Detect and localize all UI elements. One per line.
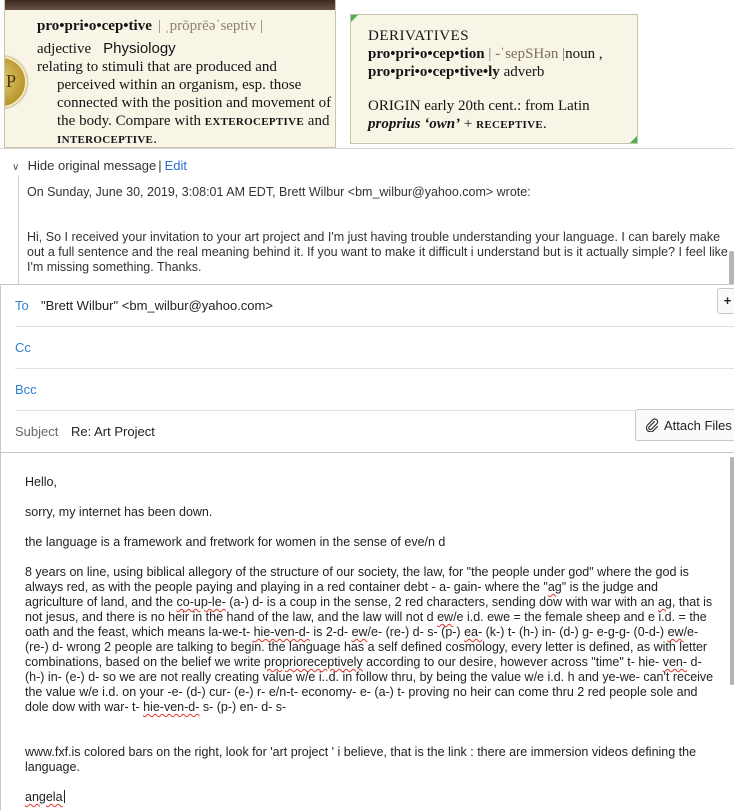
derivative-word: pro•pri•o•cep•tive•ly bbox=[368, 64, 500, 80]
body-text-segment: , that is not jesus, and there is no heir in the hand of the law, and the law will not d bbox=[25, 595, 713, 624]
body-text-segment: is 2-d- bbox=[309, 625, 352, 639]
paperclip-icon bbox=[645, 418, 659, 432]
definition-end: . bbox=[153, 131, 157, 147]
body-paragraph bbox=[25, 565, 715, 715]
message-body-editor[interactable] bbox=[1, 452, 734, 810]
to-recipient[interactable]: "Brett Wilbur" <bm_wilbur@yahoo.com> bbox=[41, 298, 273, 313]
scrollbar-thumb[interactable] bbox=[730, 457, 734, 685]
dictionary-panel bbox=[0, 0, 734, 148]
misspelled-word: ven- bbox=[662, 655, 688, 669]
body-text-segment: /e- (re-) d- wrong 2 people are talking to begin. the language has a self defined cosmology, every letter is defined, as with letter combinations, based on the belief we write bbox=[25, 625, 708, 669]
quoted-message bbox=[18, 175, 734, 285]
misspelled-word: ew bbox=[351, 625, 368, 639]
scrollbar-thumb[interactable] bbox=[729, 251, 734, 285]
origin-label: ORIGIN bbox=[368, 98, 421, 114]
text-cursor bbox=[64, 790, 65, 803]
compare-link-exteroceptive[interactable]: exteroceptive bbox=[204, 113, 305, 129]
derivative-pos: noun , bbox=[565, 46, 603, 62]
badge-letter: P bbox=[5, 71, 16, 91]
derivatives-title: DERIVATIVES bbox=[368, 28, 470, 44]
subject-label: Subject bbox=[15, 424, 59, 439]
attach-files-label: Attach Files bbox=[664, 418, 732, 433]
to-field[interactable] bbox=[15, 285, 734, 327]
body-text-segment: /e- (re-) d- s- (p-) bbox=[367, 625, 465, 639]
origin-latin: proprius ‘own’ bbox=[368, 116, 461, 132]
dictionary-badge-icon bbox=[4, 56, 27, 108]
origin-description: early 20th cent.: from Latin bbox=[420, 98, 590, 114]
origin-plus: + bbox=[460, 116, 477, 132]
to-label: To bbox=[15, 298, 29, 313]
derivative-pronunciation: | -ˈsepSHən | bbox=[484, 46, 566, 62]
origin-end: . bbox=[542, 116, 547, 132]
card-gap bbox=[336, 0, 350, 148]
misspelled-word: ea- bbox=[464, 625, 483, 639]
dictionary-entry-card bbox=[4, 0, 336, 148]
original-message-section bbox=[0, 148, 734, 284]
misspelled-word: ag bbox=[657, 595, 672, 609]
body-text-segment: (a-) d- is a coup in the sense, 2 red characters, sending dow with war with an bbox=[225, 595, 658, 609]
pronunciation: | ˌprōprēəˈseptiv | bbox=[157, 18, 264, 34]
toggle-separator: | bbox=[158, 158, 162, 173]
resize-corner-icon[interactable] bbox=[351, 15, 358, 22]
resize-corner-icon[interactable] bbox=[630, 136, 637, 143]
body-text-segment: d- (h-) in- (e-) d- so we are not really creating value w/e i..d. in follow thru, by being the value w/e i.d. h and ye-we- can't receive the value w/e i.d. on your -e- (d-) cur- (e-) r- e/n-t- economy- e- (a-) t- proving no heir can come thru 2 red people sole and dole dow with war- t- bbox=[25, 655, 714, 714]
derivative-item bbox=[368, 45, 603, 63]
misspelled-word: ew bbox=[667, 625, 684, 639]
derivative-item bbox=[368, 63, 544, 81]
compare-link-interoceptive[interactable]: interoceptive bbox=[57, 131, 154, 147]
subject-field[interactable] bbox=[15, 411, 734, 453]
signature-text: angela bbox=[25, 790, 63, 804]
bcc-field[interactable] bbox=[15, 369, 734, 411]
quote-body: Hi, So I received your invitation to your art project and I'm just having trouble understanding your language. I can barely make out a full sentence and the real meaning behind it. If you want to make it difficult i understand but is it actually simple? I feel like I'm missing something. Thanks. bbox=[27, 230, 728, 274]
definition bbox=[37, 58, 333, 148]
subject-input[interactable]: Re: Art Project bbox=[71, 424, 155, 439]
body-text-segment: /e i.d. ewe = the female sheep and e i.d. = the oath and the feast, which means la-we-t- bbox=[25, 610, 707, 639]
chevron-down-icon[interactable]: ∨ bbox=[12, 162, 20, 173]
misspelled-word: proprioreceptively bbox=[264, 655, 363, 669]
derivative-word: pro•pri•o•cep•tion bbox=[368, 46, 485, 62]
attach-files-button[interactable] bbox=[635, 409, 734, 441]
cc-field[interactable] bbox=[15, 327, 734, 369]
origin-text bbox=[368, 97, 632, 133]
domain-label: Physiology bbox=[103, 40, 176, 57]
body-greeting: Hello, bbox=[25, 475, 57, 489]
body-text-segment: 8 years on line, using biblical allegory of the structure of our society, the law, for "the people under god" where the god is always red, as with the people paying and playing in a red container debt - a- gain- where the " bbox=[25, 565, 689, 594]
body-text-segment: " is the judge and agriculture of land, and the bbox=[25, 580, 658, 609]
misspelled-word: ew bbox=[437, 610, 454, 624]
body-text-segment: according to our desire, however across "time" t- hie- bbox=[362, 655, 663, 669]
part-of-speech-line bbox=[37, 40, 176, 58]
hide-original-label[interactable]: Hide original message bbox=[27, 158, 157, 173]
edit-link[interactable]: Edit bbox=[164, 158, 188, 173]
body-text-segment: (k-) t- (h-) in- (d-) g- e-g-g- (0-d-) bbox=[482, 625, 668, 639]
add-recipient-button[interactable]: + bbox=[717, 288, 734, 314]
body-link-paragraph: www.fxf.is colored bars on the right, look for 'art project ' i believe, that is the link : there are immersion videos defining the language. bbox=[25, 745, 697, 774]
headword: pro•pri•o•cep•tive bbox=[37, 18, 152, 34]
definition-and: and bbox=[304, 113, 330, 129]
body-signature bbox=[25, 790, 715, 805]
hide-original-toggle[interactable] bbox=[12, 158, 187, 173]
bcc-label: Bcc bbox=[15, 382, 37, 397]
misspelled-word: hie-ven-d- bbox=[143, 700, 200, 714]
body-line: the language is a framework and fretwork for women in the sense of eve/n d bbox=[25, 535, 446, 549]
part-of-speech: adjective bbox=[37, 41, 92, 57]
misspelled-word: hie-ven-d- bbox=[253, 625, 310, 639]
quote-header: On Sunday, June 30, 2019, 3:08:01 AM EDT, Brett Wilbur <bm_wilbur@yahoo.com> wrote: bbox=[27, 185, 531, 199]
body-line: sorry, my internet has been down. bbox=[25, 505, 213, 519]
cc-label: Cc bbox=[15, 340, 31, 355]
derivatives-card bbox=[350, 14, 638, 144]
headword-line bbox=[37, 17, 263, 35]
compose-window bbox=[0, 284, 734, 810]
misspelled-word: ag bbox=[547, 580, 562, 594]
card-top-bar bbox=[5, 0, 335, 10]
misspelled-word: co-up-le- bbox=[176, 595, 226, 609]
body-text-segment: s- (p-) en- d- s- bbox=[199, 700, 287, 714]
definition-text: relating to stimuli that are produced and perceived within an organism, esp. those connected with the position and movement of the body. Compare with bbox=[37, 59, 332, 129]
derivative-pos: adverb bbox=[499, 64, 545, 80]
origin-ref-link[interactable]: receptive bbox=[476, 116, 543, 132]
